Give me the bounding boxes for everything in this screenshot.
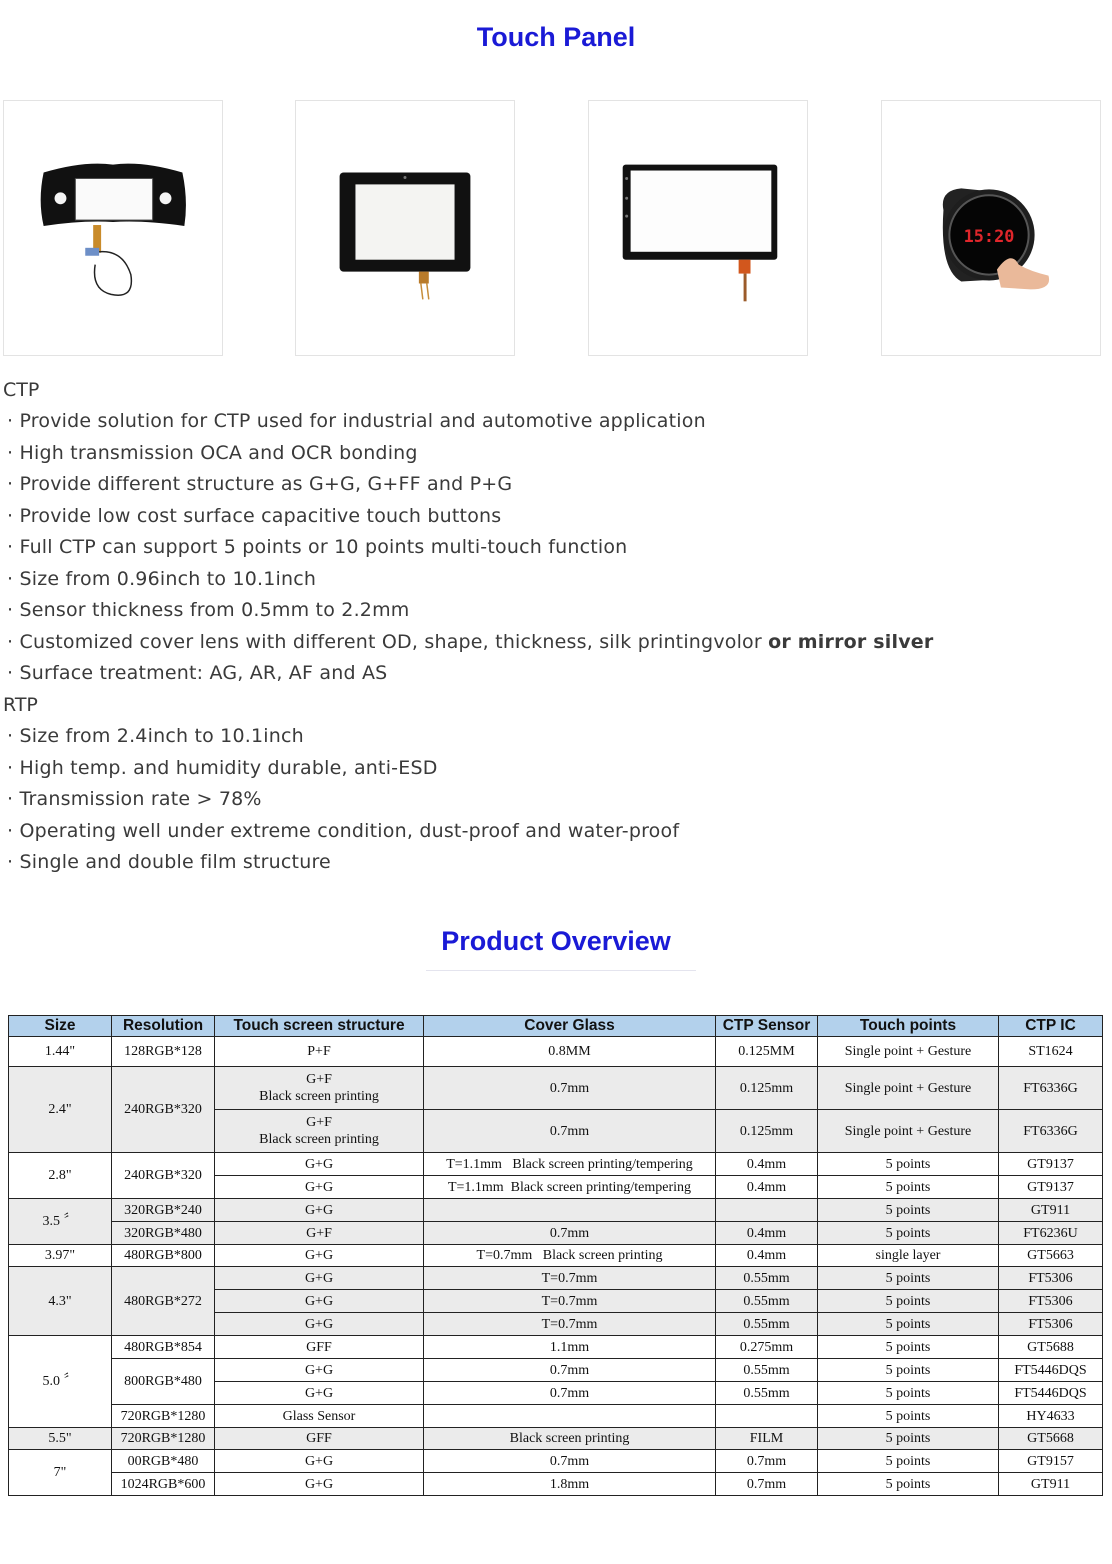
ctp-bullet-3: · Provide different structure as G+G, G+FF and P+G (7, 473, 513, 495)
table-cell: 0.7mm (424, 1450, 716, 1473)
table-cell: Black screen printing (424, 1428, 716, 1450)
table-cell: T=0.7mm (424, 1313, 716, 1336)
table-cell: 0.7mm (716, 1450, 818, 1473)
ctp-bullet-2: · High transmission OCA and OCR bonding (7, 442, 418, 464)
table-cell: G+G (215, 1199, 424, 1222)
table-cell: 1.8mm (424, 1473, 716, 1496)
table-row (9, 1222, 1103, 1245)
table-cell: 0.7mm (424, 1359, 716, 1382)
table-cell: 5 points (818, 1267, 999, 1290)
product-overview-table (8, 1015, 1103, 1496)
table-cell: 0.55mm (716, 1313, 818, 1336)
table-cell: 0.4mm (716, 1245, 818, 1267)
table-cell: G+G (215, 1382, 424, 1405)
table-cell: 5 points (818, 1450, 999, 1473)
table-cell: 240RGB*320 (112, 1153, 215, 1199)
table-cell: 320RGB*480 (112, 1222, 215, 1245)
cell-line: Black screen printing (259, 1132, 379, 1147)
table-cell: 0.125mm (716, 1067, 818, 1110)
table-cell: 5 points (818, 1382, 999, 1405)
table-cell: G+G (215, 1267, 424, 1290)
overview-title-underline (426, 970, 696, 971)
table-cell: 5 points (818, 1405, 999, 1428)
table-cell: 0.7mm (424, 1110, 716, 1153)
table-cell: 0.125MM (716, 1037, 818, 1067)
table-cell: 3.5 〞 (9, 1199, 112, 1245)
table-cell (716, 1199, 818, 1222)
table-cell: 0.7mm (716, 1473, 818, 1496)
rtp-bullet-4: · Operating well under extreme condition, dust-proof and water-proof (7, 820, 680, 842)
table-cell: 4.3" (9, 1267, 112, 1336)
table-cell: T=1.1mm Black screen printing/tempering (424, 1176, 716, 1199)
table-cell: 0.55mm (716, 1267, 818, 1290)
rtp-bullet-3: · Transmission rate > 78% (7, 788, 262, 810)
page-title: Touch Panel (476, 22, 636, 52)
cell-line: Black screen printing (259, 1089, 379, 1104)
table-cell: Single point + Gesture (818, 1067, 999, 1110)
header-touch-structure: Touch screen structure (215, 1016, 424, 1037)
ctp-bullet-8-text: · Customized cover lens with different OD, shape, thickness, silk printingvolor (7, 631, 762, 653)
table-cell: FT5446DQS (999, 1359, 1103, 1382)
widescreen-ctp-panel-image (588, 100, 808, 356)
table-row (9, 1405, 1103, 1428)
table-row (9, 1450, 1103, 1473)
table-cell (424, 1199, 716, 1222)
table-cell: ST1624 (999, 1037, 1103, 1067)
table-cell: 5 points (818, 1473, 999, 1496)
table-row (9, 1037, 1103, 1067)
table-cell: G+G (215, 1450, 424, 1473)
table-cell: 128RGB*128 (112, 1037, 215, 1067)
ctp-section-label: CTP (3, 379, 40, 401)
table-cell: 5.0 〞 (9, 1336, 112, 1428)
table-header-row (9, 1016, 1103, 1037)
ctp-bullet-1: · Provide solution for CTP used for industrial and automotive application (7, 410, 706, 432)
rtp-bullet-1: · Size from 2.4inch to 10.1inch (7, 725, 304, 747)
table-cell: 5 points (818, 1199, 999, 1222)
cell-line: G+F (306, 1115, 332, 1130)
table-cell: 00RGB*480 (112, 1450, 215, 1473)
table-row (9, 1267, 1103, 1290)
table-cell: 0.4mm (716, 1153, 818, 1176)
table-cell: 480RGB*272 (112, 1267, 215, 1336)
ctp-bullet-9: · Surface treatment: AG, AR, AF and AS (7, 662, 388, 684)
table-cell: GT9137 (999, 1176, 1103, 1199)
rtp-section-label: RTP (3, 694, 38, 716)
table-cell: T=0.7mm Black screen printing (424, 1245, 716, 1267)
table-cell: 0.7mm (424, 1067, 716, 1110)
table-cell: 5 points (818, 1153, 999, 1176)
table-cell: G+G (215, 1153, 424, 1176)
table-cell: 0.55mm (716, 1359, 818, 1382)
table-cell: 240RGB*320 (112, 1067, 215, 1153)
table-row (9, 1153, 1103, 1176)
table-cell: 1024RGB*600 (112, 1473, 215, 1496)
table-cell: 480RGB*800 (112, 1245, 215, 1267)
table-cell: 5 points (818, 1176, 999, 1199)
table-cell (215, 1067, 424, 1110)
table-cell: GT5663 (999, 1245, 1103, 1267)
table-row (9, 1199, 1103, 1222)
table-cell: 0.275mm (716, 1336, 818, 1359)
table-cell: GT5668 (999, 1428, 1103, 1450)
table-cell: G+G (215, 1359, 424, 1382)
table-cell: 320RGB*240 (112, 1199, 215, 1222)
table-cell: 3.97" (9, 1245, 112, 1267)
header-size: Size (9, 1016, 112, 1037)
table-cell: 5 points (818, 1359, 999, 1382)
table-cell: 0.4mm (716, 1176, 818, 1199)
ctp-bullet-5: · Full CTP can support 5 points or 10 points multi-touch function (7, 536, 628, 558)
table-cell: T=1.1mm Black screen printing/tempering (424, 1153, 716, 1176)
automotive-ctp-panel-image (3, 100, 223, 356)
header-resolution: Resolution (112, 1016, 215, 1037)
table-cell: 480RGB*854 (112, 1336, 215, 1359)
table-cell: FT5306 (999, 1290, 1103, 1313)
header-ctp-ic: CTP IC (999, 1016, 1103, 1037)
table-cell (716, 1405, 818, 1428)
table-cell (215, 1110, 424, 1153)
table-cell: G+G (215, 1176, 424, 1199)
table-cell: 0.8MM (424, 1037, 716, 1067)
table-cell: G+G (215, 1290, 424, 1313)
table-cell: GT911 (999, 1473, 1103, 1496)
table-cell: GT911 (999, 1199, 1103, 1222)
table-cell: 0.125mm (716, 1110, 818, 1153)
table-cell: T=0.7mm (424, 1267, 716, 1290)
table-cell: 0.4mm (716, 1222, 818, 1245)
table-cell: single layer (818, 1245, 999, 1267)
watch-display-text: 15:20 (963, 225, 1015, 246)
table-cell: 5 points (818, 1336, 999, 1359)
table-cell: 7" (9, 1450, 112, 1496)
table-cell: Single point + Gesture (818, 1110, 999, 1153)
ctp-bullet-8-bold-tail: or mirror silver (768, 631, 934, 653)
table-cell: T=0.7mm (424, 1290, 716, 1313)
table-cell: 2.8" (9, 1153, 112, 1199)
table-row (9, 1428, 1103, 1450)
table-cell: 2.4" (9, 1067, 112, 1153)
table-cell: HY4633 (999, 1405, 1103, 1428)
overview-title: Product Overview (441, 926, 671, 956)
rtp-bullet-5: · Single and double film structure (7, 851, 331, 873)
table-row (9, 1336, 1103, 1359)
table-cell: 5 points (818, 1428, 999, 1450)
table-cell: 800RGB*480 (112, 1359, 215, 1405)
table-cell: G+G (215, 1313, 424, 1336)
table-cell: FT5306 (999, 1267, 1103, 1290)
table-cell: FT6336G (999, 1110, 1103, 1153)
table-cell: GFF (215, 1336, 424, 1359)
header-cover-glass: Cover Glass (424, 1016, 716, 1037)
table-cell: 1.1mm (424, 1336, 716, 1359)
table-cell: 720RGB*1280 (112, 1428, 215, 1450)
table-cell: GFF (215, 1428, 424, 1450)
table-cell: G+G (215, 1245, 424, 1267)
table-cell: GT9137 (999, 1153, 1103, 1176)
table-cell: 0.7mm (424, 1222, 716, 1245)
header-ctp-sensor: CTP Sensor (716, 1016, 818, 1037)
rtp-bullet-2: · High temp. and humidity durable, anti-ESD (7, 757, 438, 779)
table-cell: 0.55mm (716, 1290, 818, 1313)
ctp-bullet-7: · Sensor thickness from 0.5mm to 2.2mm (7, 599, 410, 621)
table-cell: GT9157 (999, 1450, 1103, 1473)
table-cell: 5 points (818, 1222, 999, 1245)
ctp-bullet-4: · Provide low cost surface capacitive touch buttons (7, 505, 502, 527)
table-cell: 5.5" (9, 1428, 112, 1450)
touch-watch-image (881, 100, 1101, 356)
table-row (9, 1067, 1103, 1110)
table-cell: 0.55mm (716, 1382, 818, 1405)
table-cell: 1.44" (9, 1037, 112, 1067)
table-cell: FT5446DQS (999, 1382, 1103, 1405)
table-cell (424, 1405, 716, 1428)
ctp-bullet-6: · Size from 0.96inch to 10.1inch (7, 568, 317, 590)
table-cell: 5 points (818, 1290, 999, 1313)
table-cell: FT5306 (999, 1313, 1103, 1336)
cell-line: G+F (306, 1072, 332, 1087)
table-cell: FT6336G (999, 1067, 1103, 1110)
table-cell: 5 points (818, 1313, 999, 1336)
header-touch-points: Touch points (818, 1016, 999, 1037)
square-ctp-panel-image (295, 100, 515, 356)
table-row (9, 1473, 1103, 1496)
table-cell: G+G (215, 1473, 424, 1496)
table-cell: Single point + Gesture (818, 1037, 999, 1067)
ctp-bullet-8 (7, 631, 933, 653)
table-cell: 720RGB*1280 (112, 1405, 215, 1428)
table-cell: P+F (215, 1037, 424, 1067)
table-cell: Glass Sensor (215, 1405, 424, 1428)
table-cell: FT6236U (999, 1222, 1103, 1245)
table-cell: FILM (716, 1428, 818, 1450)
table-row (9, 1359, 1103, 1382)
table-cell: GT5688 (999, 1336, 1103, 1359)
table-cell: G+F (215, 1222, 424, 1245)
table-row (9, 1245, 1103, 1267)
table-cell: 0.7mm (424, 1382, 716, 1405)
